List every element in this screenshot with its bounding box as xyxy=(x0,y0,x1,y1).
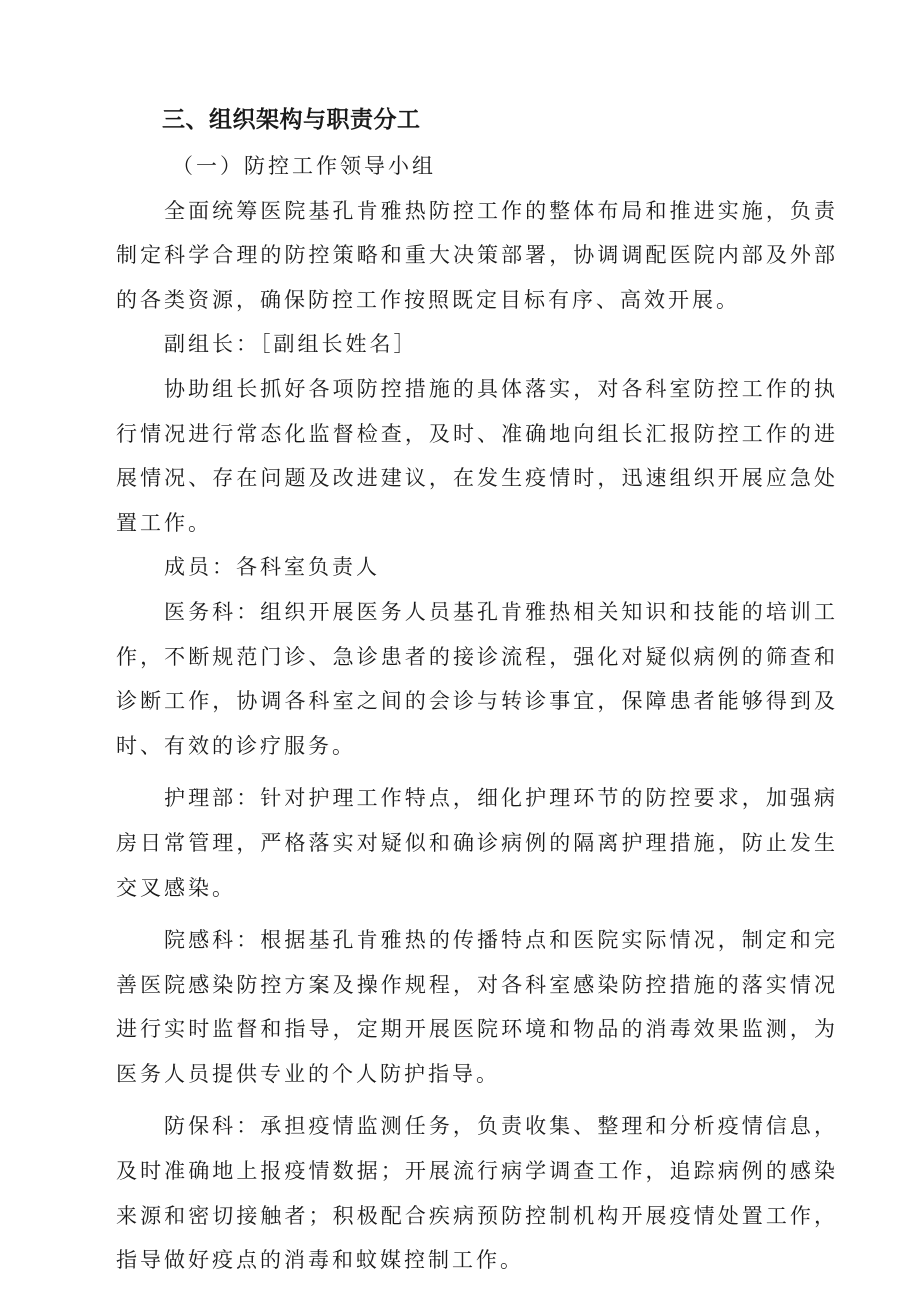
paragraph-infection-control: 院感科：根据基孔肯雅热的传播特点和医院实际情况，制定和完善医院感染防控方案及操作规程，对各科室感染防控措施的落实情况进行实时监督和指导，定期开展医院环境和物品的消毒效果监测，为医务人员提供专业的个人防护指导。 xyxy=(116,928,838,1086)
section-heading: 三、组织架构与职责分工 xyxy=(162,107,421,133)
paragraph-members: 成员：各科室负责人 xyxy=(164,555,380,580)
paragraph-deputy-leader: 副组长：［副组长姓名］ xyxy=(164,332,418,357)
paragraph-medical-affairs: 医务科：组织开展医务人员基孔肯雅热相关知识和技能的培训工作，不断规范门诊、急诊患者的接诊流程，强化对疑似病例的筛查和诊断工作，协调各科室之间的会诊与转诊事宜，保障患者能够得到及时、有效的诊疗服务。 xyxy=(116,599,838,758)
subsection-heading: （一）防控工作领导小组 xyxy=(172,154,436,178)
paragraph-disease-prevention: 防保科：承担疫情监测任务，负责收集、整理和分析疫情信息，及时准确地上报疫情数据；开展流行病学调查工作，追踪病例的感染来源和密切接触者；积极配合疾病预防控制机构开展疫情处置工作，指导做好疫点的消毒和蚊媒控制工作。 xyxy=(116,1114,838,1273)
document-body xyxy=(116,144,838,1283)
paragraph-nursing-department: 护理部：针对护理工作特点，细化护理环节的防控要求，加强病房日常管理，严格落实对疑似和确诊病例的隔离护理措施，防止发生交叉感染。 xyxy=(116,786,838,900)
paragraph-deputy-leader-duties: 协助组长抓好各项防控措施的具体落实，对各科室防控工作的执行情况进行常态化监督检查，及时、准确地向组长汇报防控工作的进展情况、存在问题及改进建议，在发生疫情时，迅速组织开展应急处置工作。 xyxy=(116,376,838,535)
paragraph-leadership-group-duties: 全面统筹医院基孔肯雅热防控工作的整体布局和推进实施，负责制定科学合理的防控策略和重大决策部署，协调调配医院内部及外部的各类资源，确保防控工作按照既定目标有序、高效开展。 xyxy=(116,198,838,312)
